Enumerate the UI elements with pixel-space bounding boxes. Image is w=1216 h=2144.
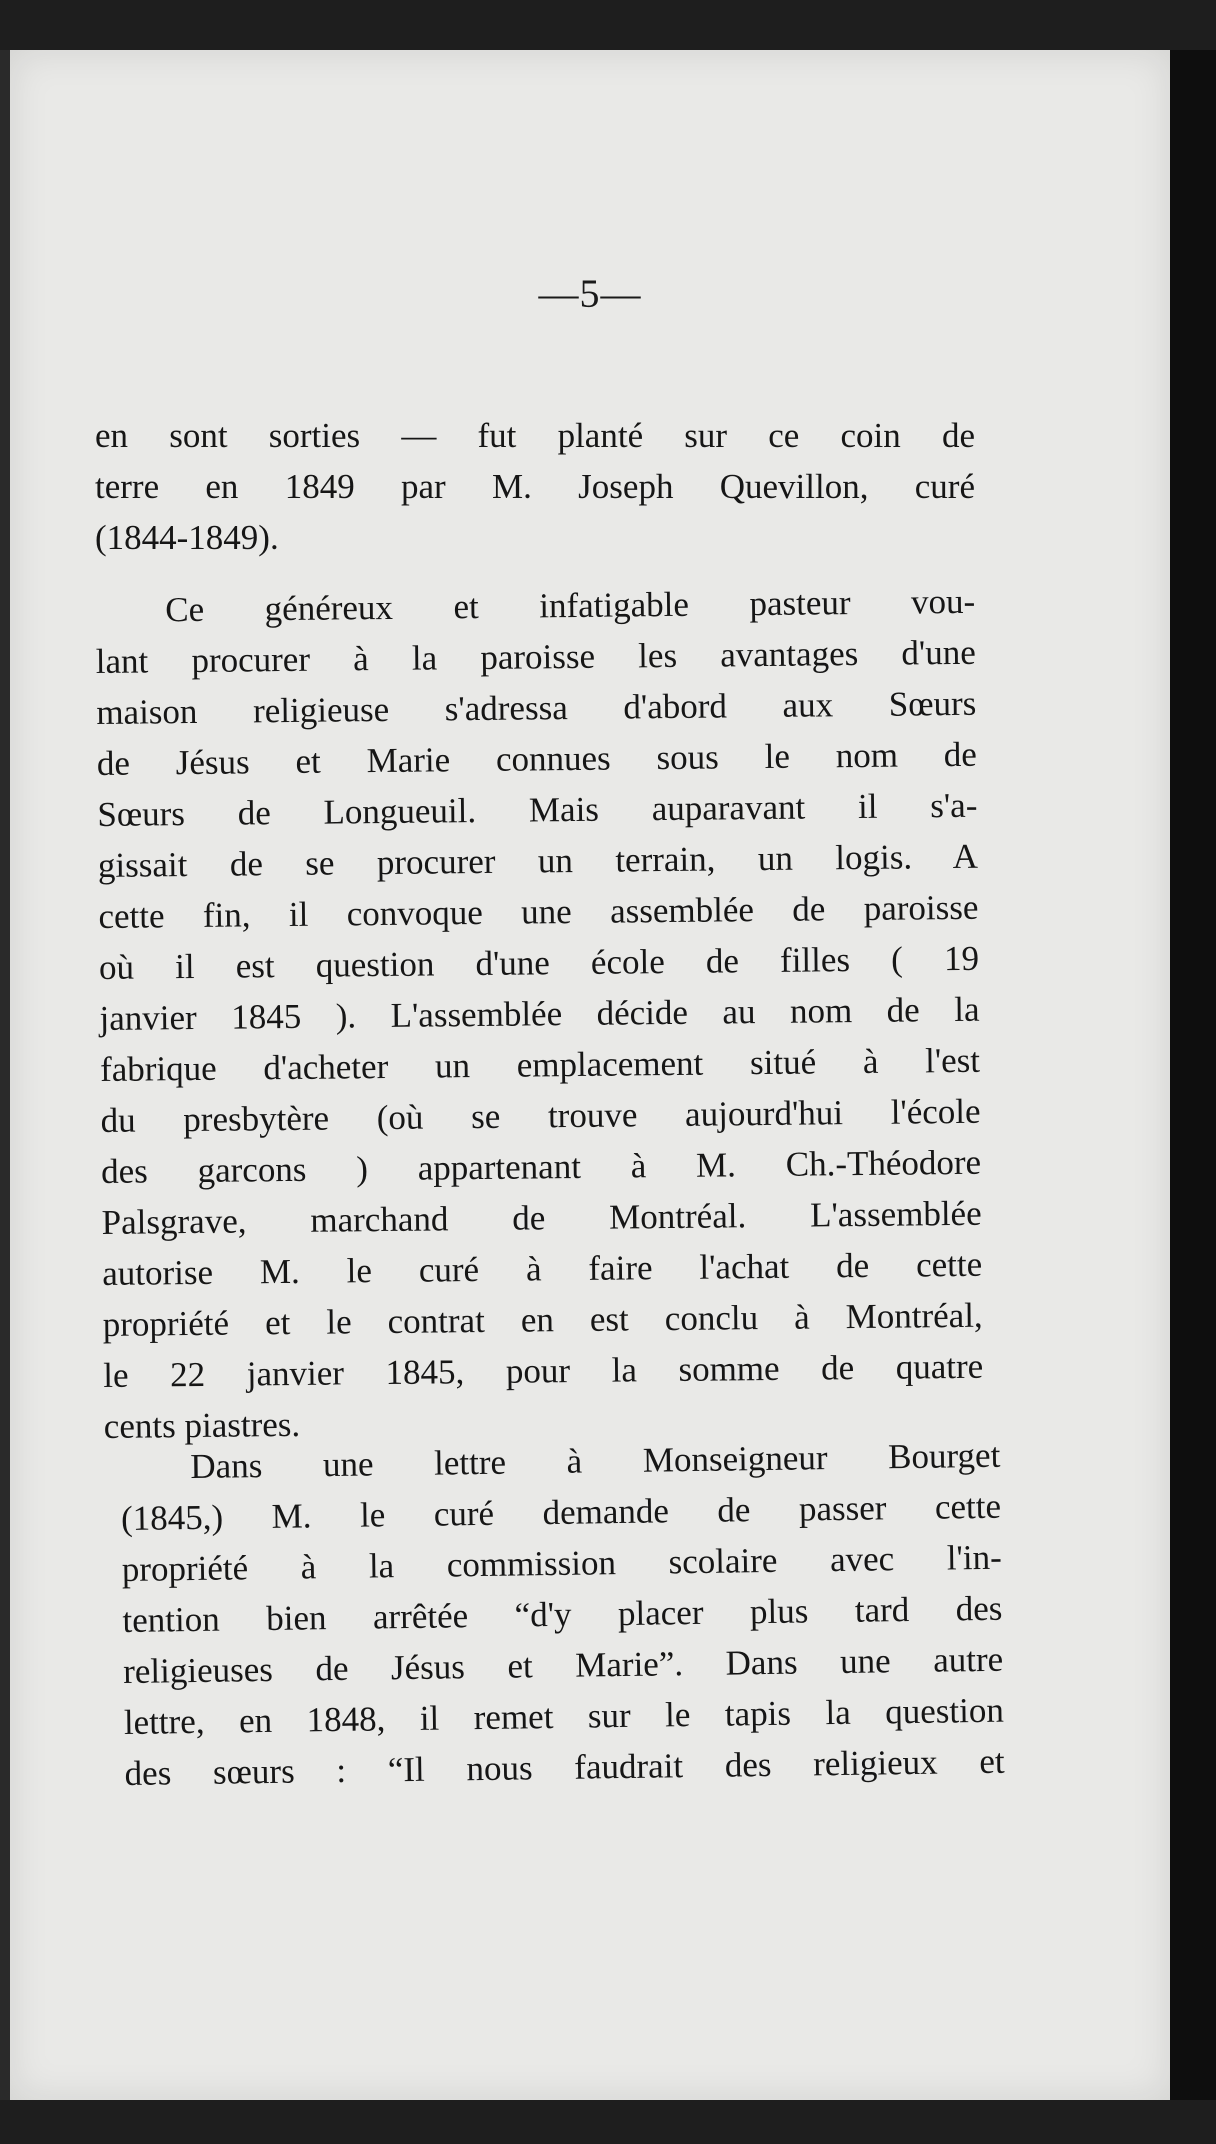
scan-border-left (0, 50, 10, 2100)
text-line: (1844-1849). (95, 518, 279, 557)
text-line: propriété et le contrat en est conclu à Montréal, (102, 1295, 983, 1344)
page-number: —5— (538, 271, 642, 316)
text-line: fabrique d'acheter un emplacement situé à l'est (99, 1040, 981, 1089)
text-line: Palsgrave, marchand de Montréal. L'assemblée (101, 1193, 982, 1242)
text-line: autorise M. le curé à faire l'achat de cette (102, 1244, 983, 1293)
text-line: Dans une lettre à Monseigneur Bourget (190, 1435, 1001, 1487)
book-page (10, 50, 1170, 2100)
text-line: cents piastres. (103, 1404, 301, 1446)
text-line: de Jésus et Marie connues sous le nom de (96, 734, 978, 783)
text-line: cette fin, il convoque une assemblée de paroisse (98, 887, 979, 936)
paragraph-2 (95, 576, 984, 1452)
text-line: lettre, en 1848, il remet sur le tapis la question (123, 1690, 1005, 1742)
scan-border-right (1170, 50, 1216, 2100)
text-line: gissait de se procurer un terrain, un logis. A (97, 836, 979, 885)
text-line: en sont sorties — fut planté sur ce coin de (95, 416, 975, 455)
text-line: (1845,) M. le curé demande de passer cette (120, 1486, 1002, 1538)
text-line: janvier 1845 ). L'assemblée décide au nom de la (99, 989, 980, 1038)
text-line: religieuses de Jésus et Marie”. Dans une autre (122, 1639, 1004, 1691)
text-line: où il est question d'une école de filles ( 19 (98, 938, 980, 987)
text-line: tention bien arrêtée “d'y placer plus tard des (122, 1588, 1003, 1640)
text-line: le 22 janvier 1845, pour la somme de quatre (103, 1346, 984, 1395)
text-line: des sœurs : “Il nous faudrait des religieux et (124, 1741, 1005, 1793)
text-line: des garcons ) appartenant à M. Ch.-Théodore (100, 1142, 982, 1191)
text-line: maison religieuse s'adressa d'abord aux Sœurs (96, 683, 977, 732)
paragraph-1 (95, 410, 975, 563)
text-line: lant procurer à la paroisse les avantages d'une (95, 632, 976, 681)
text-line: propriété à la commission scolaire avec l'in- (121, 1537, 1002, 1589)
text-line: du presbytère (où se trouve aujourd'hui l'école (100, 1091, 981, 1140)
text-line: Ce généreux et infatigable pasteur vou- (165, 581, 976, 630)
paragraph-3 (120, 1430, 1005, 1799)
text-line: Sœurs de Longueuil. Mais auparavant il s'a- (97, 785, 978, 834)
text-line: terre en 1849 par M. Joseph Quevillon, curé (95, 467, 975, 506)
